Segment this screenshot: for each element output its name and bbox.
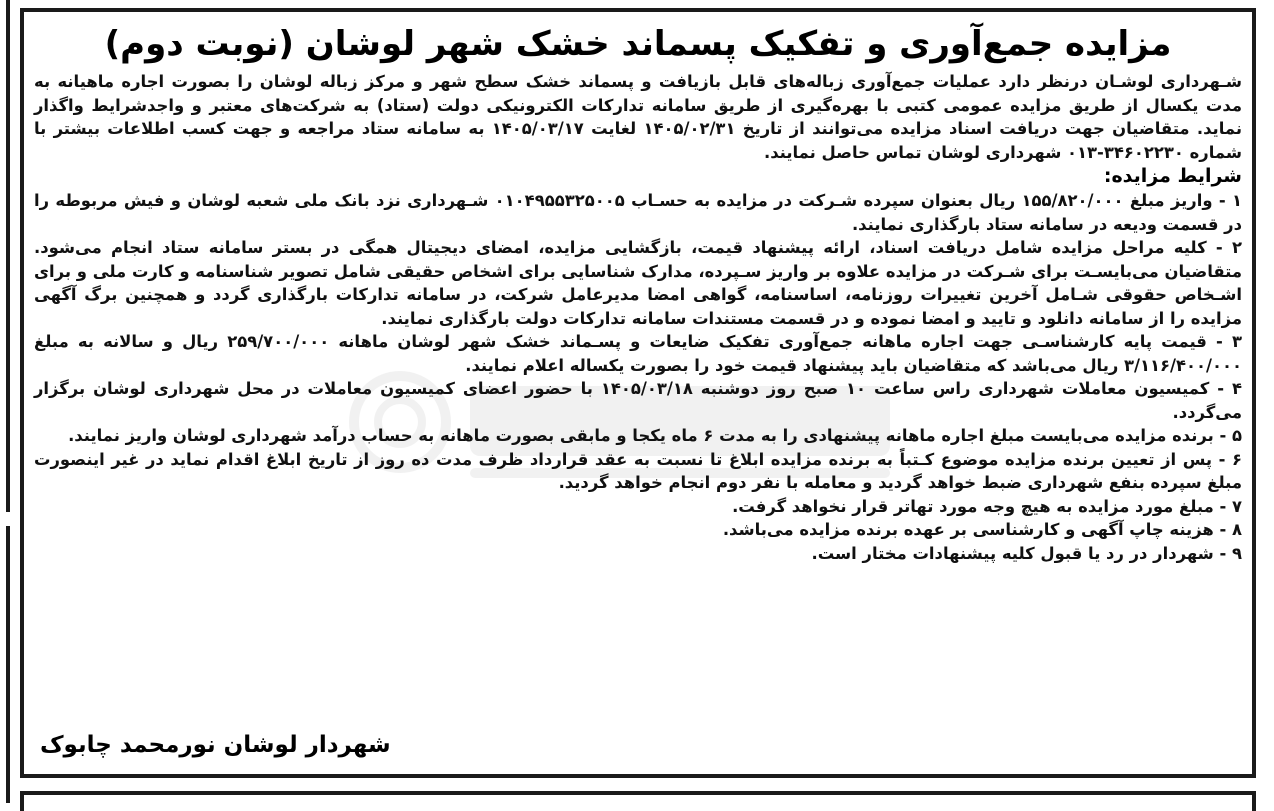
condition-item-3: ۳ - قیمت پایه کارشناسـی جهت اجاره ماهانه جمع‌آوری تفکیک ضایعات و پسـماند خشک شهر لوشان ماهانه ۲۵۹/۷۰۰/۰۰۰ ریال و سالانه به مبلغ ۳/۱۱۶/۴۰۰/۰۰۰ ریال می‌باشد که متقاضیان باید پیشنهاد قیمت خود را بصورت یکساله اعلام نمایند.: [34, 332, 1242, 375]
notice-title: مزایده جمع‌آوری و تفکیک پسماند خشک شهر لوشان (نوبت دوم): [104, 24, 1172, 64]
condition-item-7: ۷ - مبلغ مورد مزایده به هیچ وجه مورد تهاتر قرار نخواهد گرفت.: [732, 496, 1242, 516]
condition-item-6: ۶ - پس از تعیین برنده مزایده موضوع کـتباً به برنده مزایده ابلاغ تا نسبت به عقد قرارداد ظرف مدت ده روز از تاریخ ابلاغ اقدام نماید در غیر اینصورت مبلغ سپرده بنفع شهرداری ضبط خواهد گردید و معامله با نفر دوم انجام خواهد گردید.: [34, 449, 1242, 492]
condition-item-2: ۲ - کلیه مراحل مزایده شامل دریافت اسناد، ارائه پیشنهاد قیمت، بازگشایی مزایده، امضای دیجیتال همگی در بستر سامانه ستاد انجام می‌شود. متقاضیان می‌بایسـت برای شـرکت در مزایده علاوه بر واریز سـپرده، مدارک شناسایی برای اشخاص حقیقی شامل تصویر شناسنامه و کارت ملی و برای اشـخاص حقوقی شـامل آخرین تغییرات روزنامه، اساسنامه، گواهی امضا مدیرعامل شرکت، در سامانه تدارکات بارگذاری گردد و همچنین برگ آگهی مزایده را از سامانه دانلود و تایید و امضا نموده و در قسمت مستندات سامانه تدارکات دولت بارگذاری نمایند.: [34, 238, 1242, 328]
condition-item-9: ۹ - شهردار در رد یا قبول کلیه پیشنهادات مختار است.: [811, 543, 1242, 563]
page-edge-rule-gap: [6, 512, 10, 526]
condition-item-8: ۸ - هزینه چاپ آگهی و کارشناسی بر عهده برنده مزایده می‌باشد.: [722, 520, 1242, 539]
condition-item-5: ۵ - برنده مزایده می‌بایست مبلغ اجاره ماهانه پیشنهادی را به مدت ۶ ماه یکجا و مابقی بصورت ماهانه به حساب درآمد شهرداری لوشان واریز نمایند.: [68, 426, 1242, 445]
page-edge-rule: [6, 0, 10, 803]
mayor-signature: شهردار لوشان نورمحمد چابوک: [40, 732, 391, 758]
condition-item-1: ۱ - واریز مبلغ ۱۵۵/۸۲۰/۰۰۰ ریال بعنوان سپرده شـرکت در مزایده به حسـاب ۰۱۰۴۹۵۵۳۲۵۰۰۵ شـهرداری نزد بانک ملی شعبه لوشان و فیش مربوطه را در قسمت ودیعه در سامانه ستاد بارگذاری نمایند.: [34, 191, 1242, 234]
notice-content: [34, 14, 1242, 565]
next-notice-frame-edge: [20, 791, 1256, 811]
intro-paragraph: شـهرداری لوشـان درنظر دارد عملیات جمع‌آوری زباله‌های قابل بازیافت و پسماند خشک سطح شهر و مرکز زباله لوشان را بصورت اجاره ماهیانه به مدت یکسال از طریق مزایده عمومی کتبی با بهره‌گیری از طریق سامانه تدارکات الکترونیکی دولت (ستاد) به شرکت‌های معتبر و واجدشرایط واگذار نماید. متقاضیان جهت دریافت اسناد مزایده می‌توانند از تاریخ ۱۴۰۵/۰۲/۳۱ لغایت ۱۴۰۵/۰۳/۱۷ به سامانه ستاد مراجعه و جهت کسب اطلاعات بیشتر با شماره ۳۴۶۰۲۲۳۰-۰۱۳ شهرداری لوشان تماس حاصل نمایند.: [34, 72, 1242, 162]
conditions-heading: شرایط مزایده:: [1103, 165, 1242, 187]
condition-item-4: ۴ - کمیسیون معاملات شهرداری راس ساعت ۱۰ صبح روز دوشنبه ۱۴۰۵/۰۳/۱۸ با حضور اعضای کمیسیون معاملات در محل شهرداری لوشان برگزار می‌گردد.: [34, 379, 1242, 422]
